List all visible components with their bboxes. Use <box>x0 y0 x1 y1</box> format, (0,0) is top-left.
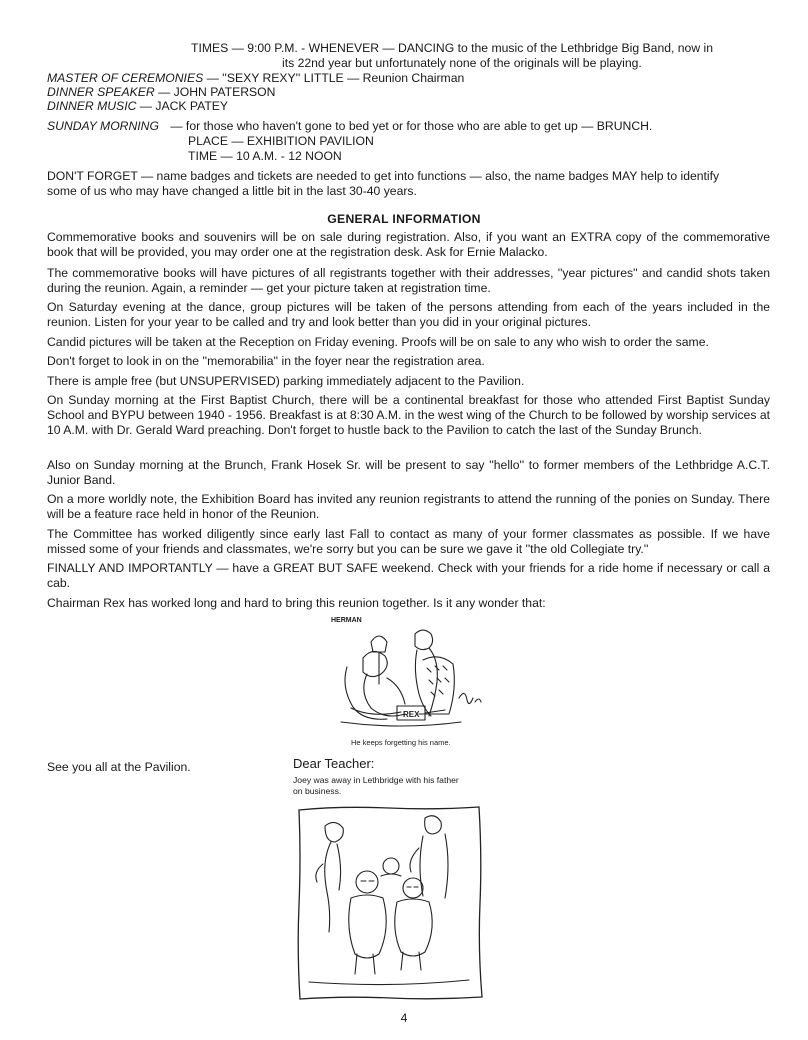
sunday-label: SUNDAY MORNING <box>47 119 159 133</box>
music-value: — JACK PATEY <box>136 99 229 113</box>
paragraph-ponies: On a more worldly note, the Exhibition Board has invited any reunion registrants to attend the running of the ponies on Sunday. There will be a feature race held in honor of the Reunion. <box>47 492 770 521</box>
paragraph-finally: FINALLY AND IMPORTANTLY — have a GREAT BUT SAFE weekend. Check with your friends for a ride home if necessary or call a cab. <box>47 561 770 590</box>
paragraph-souvenirs: Commemorative books and souvenirs will be on sale during registration. Also, if you want an EXTRA copy of the commemorative book that will be provided, you may order one at the registration desk. Ask for Ernie Malacko. <box>47 230 770 259</box>
master-label: MASTER OF CEREMONIES <box>47 71 204 85</box>
page-number: 4 <box>400 1011 408 1025</box>
sunday-morning-line <box>47 119 652 134</box>
paragraph-books: The commemorative books will have pictures of all registrants together with their addresses, ''year pictures'' and candid shots taken during the reunion. Again, a reminder — get your picture taken at registration time. <box>47 266 770 295</box>
times-line-1: TIMES — 9:00 P.M. - WHENEVER — DANCING to the music of the Lethbridge Big Band, now in <box>191 41 714 55</box>
paragraph-brunch: Also on Sunday morning at the Brunch, Frank Hosek Sr. will be present to say ''hello'' to former members of the Lethbridge A.C.T. Junior Band. <box>47 458 770 487</box>
speaker-value: — JOHN PATERSON <box>154 85 276 99</box>
dinner-music-line <box>47 99 228 114</box>
times-line-2: its 22nd year but unfortunately none of the originals will be playing. <box>282 56 642 70</box>
herman-sign-text: REX <box>403 710 420 719</box>
dont-forget-line-2: some of us who may have changed a little bit in the last 30-40 years. <box>47 184 417 198</box>
dont-forget-line-1: DON'T FORGET — name badges and tickets are needed to get into functions — also, the name badges MAY help to identify <box>47 169 720 183</box>
paragraph-committee: The Committee has worked diligently since early last Fall to contact as many of your former classmates as possible. If we have missed some of your friends and classmates, we're sorry but you can be sure we gave it ''the old Collegiate try.'' <box>47 527 770 556</box>
paragraph-candid: Candid pictures will be taken at the Reception on Friday evening. Proofs will be on sale to any who wish to order the same. <box>47 335 709 349</box>
general-information-heading: GENERAL INFORMATION <box>327 212 481 226</box>
paragraph-baptist-church: On Sunday morning at the First Baptist Church, there will be a continental breakfast for those who attended First Baptist Sunday School and BYPU between 1940 - 1956. Breakfast is at 8:30 A.M. in the west wing of the Church to be followed by worship services at 10 A.M. with Dr. Gerald Ward preaching. Don't forget to hustle back to the Pavilion to catch the last of the Sunday Brunch. <box>47 393 770 437</box>
see-you-line: See you all at the Pavilion. <box>47 760 191 774</box>
paragraph-group-pictures: On Saturday evening at the dance, group pictures will be taken of the persons attending from each of the years included in the reunion. Listen for your year to be called and try and look better than you did in your original pictures. <box>47 300 770 329</box>
master-value: — ''SEXY REXY'' LITTLE — Reunion Chairman <box>203 71 465 85</box>
dear-teacher-cartoon <box>293 756 493 1006</box>
herman-title: HERMAN <box>331 617 362 624</box>
herman-caption: He keeps forgetting his name. <box>351 738 451 747</box>
dear-teacher-title: Dear Teacher: <box>293 756 375 771</box>
paragraph-memorabilia: Don't forget to look in on the ''memorabilia'' in the foyer near the registration area. <box>47 354 485 368</box>
time-line: TIME — 10 A.M. - 12 NOON <box>188 149 342 163</box>
dear-teacher-caption-line-1: Joey was away in Lethbridge with his father <box>293 775 459 785</box>
paragraph-parking: There is ample free (but UNSUPERVISED) parking immediately adjacent to the Pavilion. <box>47 374 525 388</box>
place-line: PLACE — EXHIBITION PAVILION <box>188 134 374 148</box>
dear-teacher-caption-line-2: on business. <box>293 786 342 796</box>
paragraph-chairman: Chairman Rex has worked long and hard to bring this reunion together. Is it any wonder that: <box>47 596 546 610</box>
herman-illustration <box>327 612 497 737</box>
sunday-value: — for those who haven't gone to bed yet or for those who are able to get up — BRUNCH. <box>166 119 653 133</box>
herman-cartoon <box>327 612 497 752</box>
master-of-ceremonies-line <box>47 71 464 86</box>
dear-teacher-illustration <box>295 804 485 1004</box>
music-label: DINNER MUSIC <box>47 99 137 113</box>
dinner-speaker-line <box>47 85 275 100</box>
speaker-label: DINNER SPEAKER <box>47 85 155 99</box>
